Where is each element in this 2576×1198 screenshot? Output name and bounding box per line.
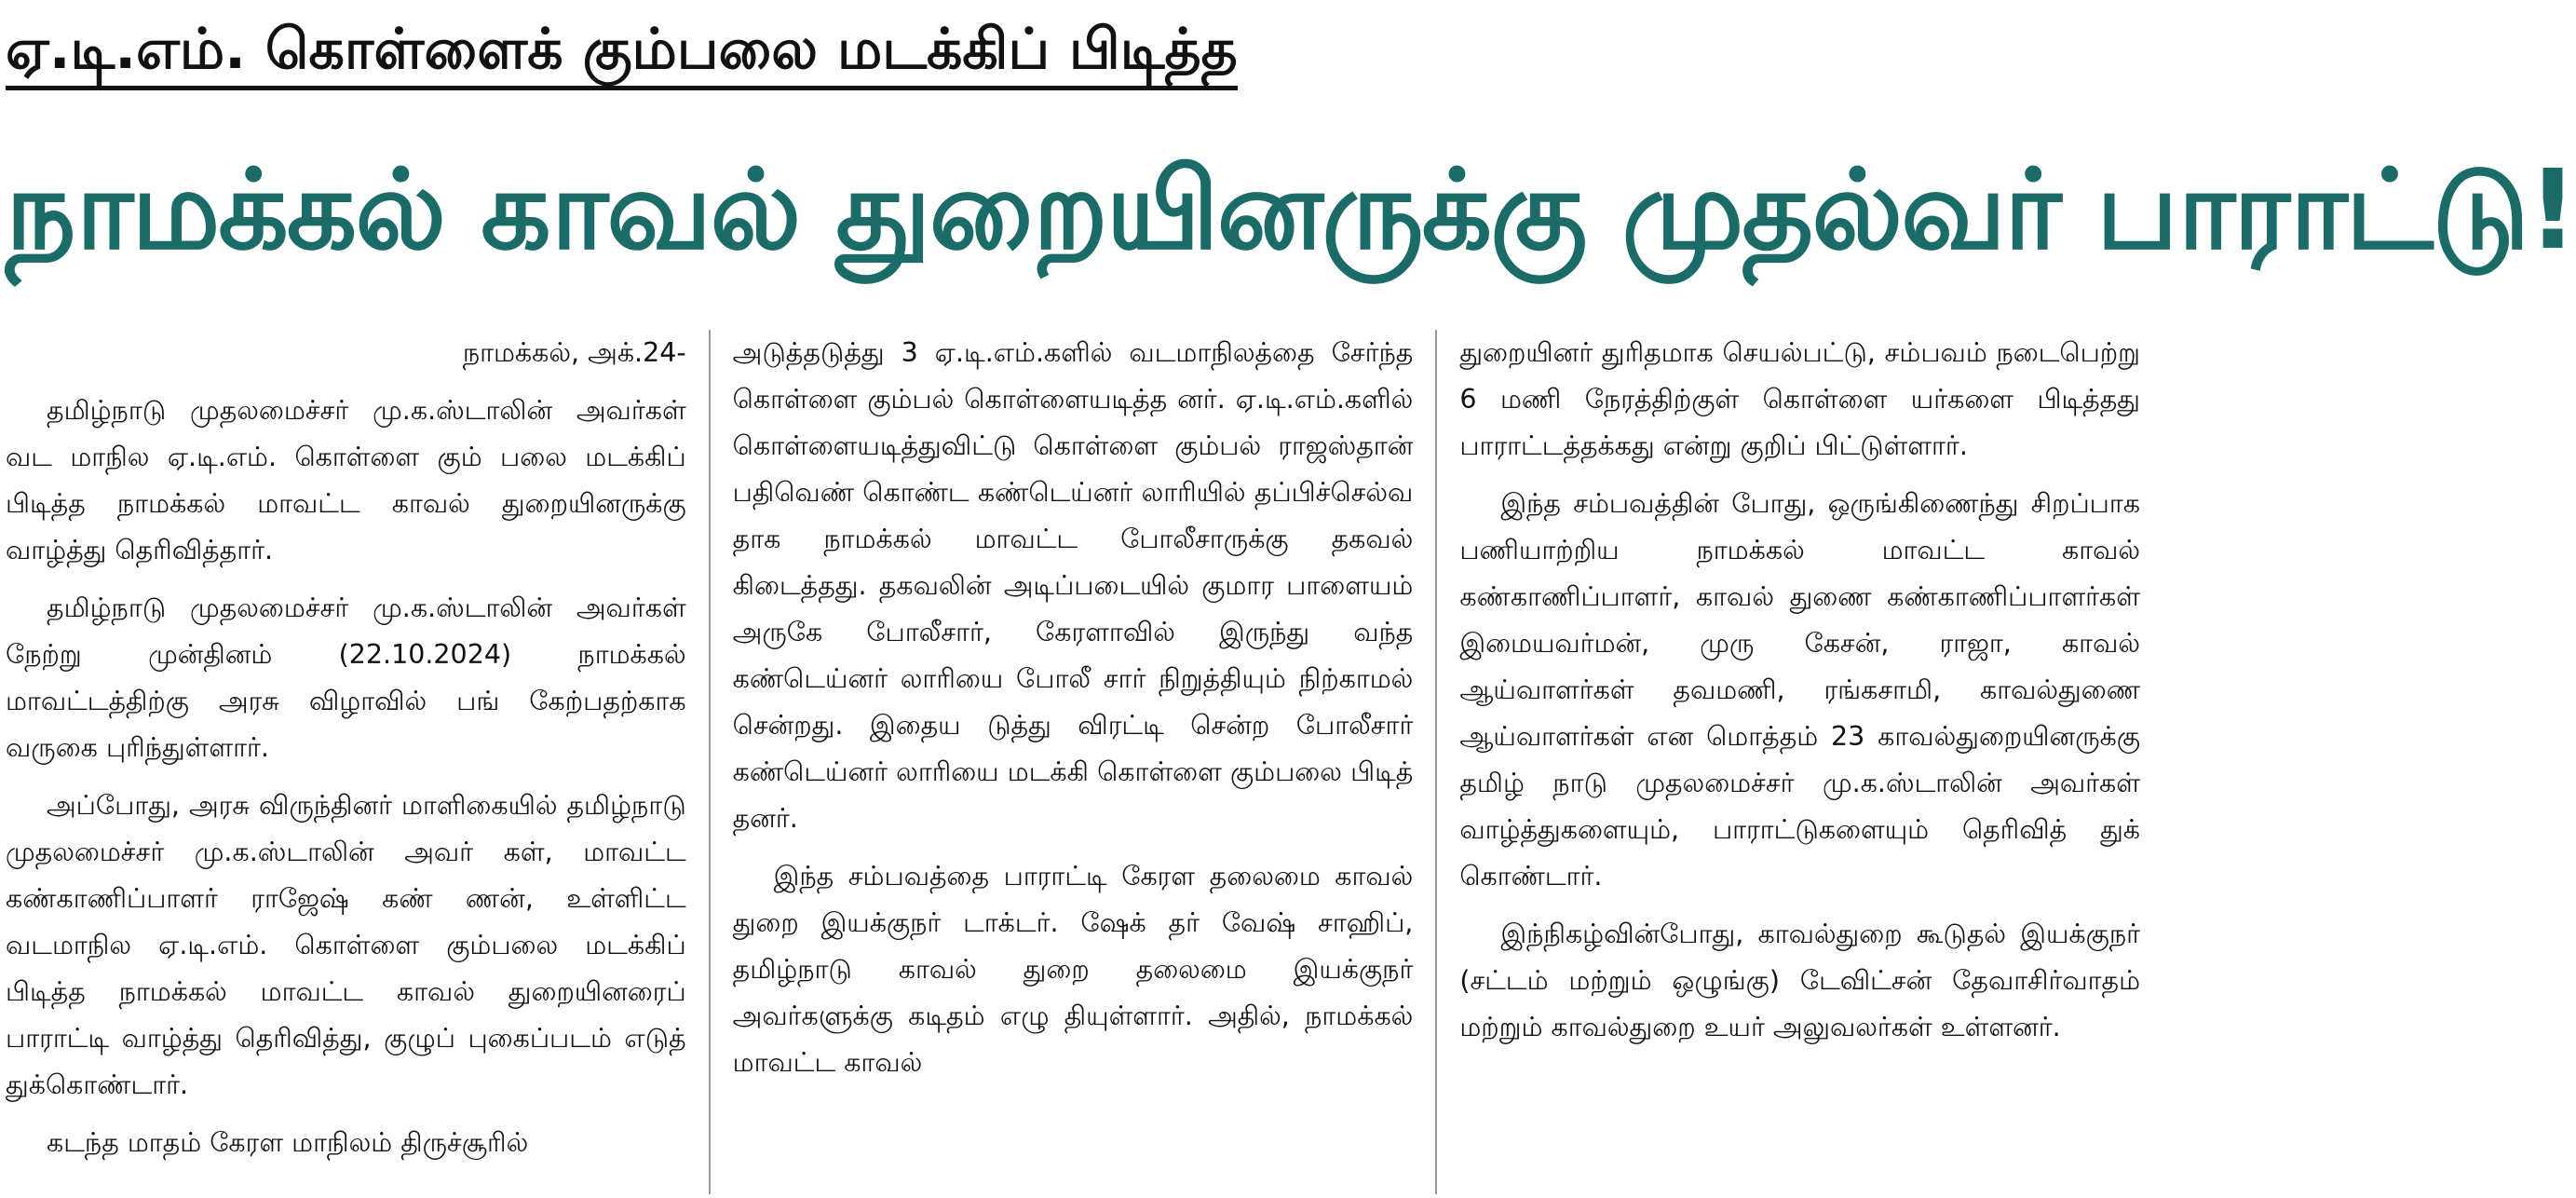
paragraph: இந்த சம்பவத்தை பாராட்டி கேரள தலைமை காவல் துறை இயக்குநர் டாக்டர். ஷேக் தர் வேஷ் சாஹிப், தமிழ்நாடு காவல் துறை தலைமை இயக்குநர் அவர்களுக்கு கடிதம் எழு தியுள்ளார். அதில், நாமக்கல் மாவட்ட காவல் — [732, 861, 1414, 1078]
main-headline: நாமக்கல் காவல் துறையினருக்கு முதல்வர் பாராட்டு! — [6, 145, 2576, 274]
paragraph: தமிழ்நாடு முதலமைச்சர் மு.க.ஸ்டாலின் அவர்கள் வட மாநில ஏ.டி.எம். கொள்ளை கும் பலை மடக்கிப் பிடித்த நாமக்கல் மாவட்ட காவல் துறையினருக்கு வாழ்த்து தெரிவித்தார். — [6, 395, 686, 565]
kicker-headline: ஏ.டி.எம். கொள்ளைக் கும்பலை மடக்கிப் பிடித்த — [6, 17, 1238, 90]
paragraph: துறையினர் துரிதமாக செயல்பட்டு, சம்பவம் நடைபெற்று 6 மணி நேரத்திற்குள் கொள்ளை யர்களை பிடித்தது பாராட்டத்தக்கது என்று குறிப் பிட்டுள்ளார். — [1459, 337, 2141, 461]
article-column-2 — [733, 330, 1414, 1194]
article-body — [6, 330, 2140, 1194]
column-divider — [709, 330, 711, 1194]
paragraph: அப்போது, அரசு விருந்தினர் மாளிகையில் தமிழ்நாடு முதலமைச்சர் மு.க.ஸ்டாலின் அவர் கள், மாவட்ட கண்காணிப்பாளர் ராஜேஷ் கண் ணன், உள்ளிட்ட வடமாநில ஏ.டி.எம். கொள்ளை கும்பலை மடக்கிப் பிடித்த நாமக்கல் மாவட்ட காவல் துறையினரைப் பாராட்டி வாழ்த்து தெரிவித்து, குழுப் புகைப்படம் எடுத் துக்கொண்டார். — [6, 790, 686, 1100]
paragraph: தமிழ்நாடு முதலமைச்சர் மு.க.ஸ்டாலின் அவர்கள் நேற்று முன்தினம் (22.10.2024) நாமக்கல் மாவட்டத்திற்கு அரசு விழாவில் பங் கேற்பதற்காக வருகை புரிந்துள்ளார். — [6, 592, 686, 763]
paragraph: அடுத்தடுத்து 3 ஏ.டி.எம்.களில் வடமாநிலத்தை சேர்ந்த கொள்ளை கும்பல் கொள்ளையடித்த னர். ஏ.டி.எம்.களில் கொள்ளையடித்துவிட்டு கொள்ளை கும்பல் ராஜஸ்தான் பதிவெண் கொண்ட கண்டெய்னர் லாரியில் தப்பிச்செல்வ தாக நாமக்கல் மாவட்ட போலீசாருக்கு தகவல் கிடைத்தது. தகவலின் அடிப்படையில் குமார பாளையம் அருகே போலீசார், கேரளாவில் இருந்து வந்த கண்டெய்னர் லாரியை போலீ சார் நிறுத்தியும் நிற்காமல் சென்றது. இதைய டுத்து விரட்டி சென்ற போலீசார் கண்டெய்னர் லாரியை மடக்கி கொள்ளை கும்பலை பிடித் தனர். — [732, 337, 1414, 834]
dateline: நாமக்கல், அக்.24- — [462, 337, 686, 368]
paragraph: கடந்த மாதம் கேரள மாநிலம் திருச்சூரில் — [47, 1127, 529, 1158]
paragraph: இந்நிகழ்வின்போது, காவல்துறை கூடுதல் இயக்குநர் (சட்டம் மற்றும் ஒழுங்கு) டேவிட்சன் தேவாசிர்வாதம் மற்றும் காவல்துறை உயர் அலுவலர்கள் உள்ளனர். — [1459, 919, 2141, 1042]
paragraph: இந்த சம்பவத்தின் போது, ஒருங்கிணைந்து சிறப்பாக பணியாற்றிய நாமக்கல் மாவட்ட காவல் கண்காணிப்பாளர், காவல் துணை கண்காணிப்பாளர்கள் இமையவர்மன், முரு கேசன், ராஜா, காவல் ஆய்வாளர்கள் தவமணி, ரங்கசாமி, காவல்துணை ஆய்வாளர்கள் என மொத்தம் 23 காவல்துறையினருக்கு தமிழ் நாடு முதலமைச்சர் மு.க.ஸ்டாலின் அவர்கள் வாழ்த்துகளையும், பாராட்டுகளையும் தெரிவித் துக் கொண்டார். — [1459, 488, 2141, 892]
article-column-3 — [1459, 330, 2140, 1194]
article-column-1 — [6, 330, 686, 1194]
column-divider — [1435, 330, 1437, 1194]
